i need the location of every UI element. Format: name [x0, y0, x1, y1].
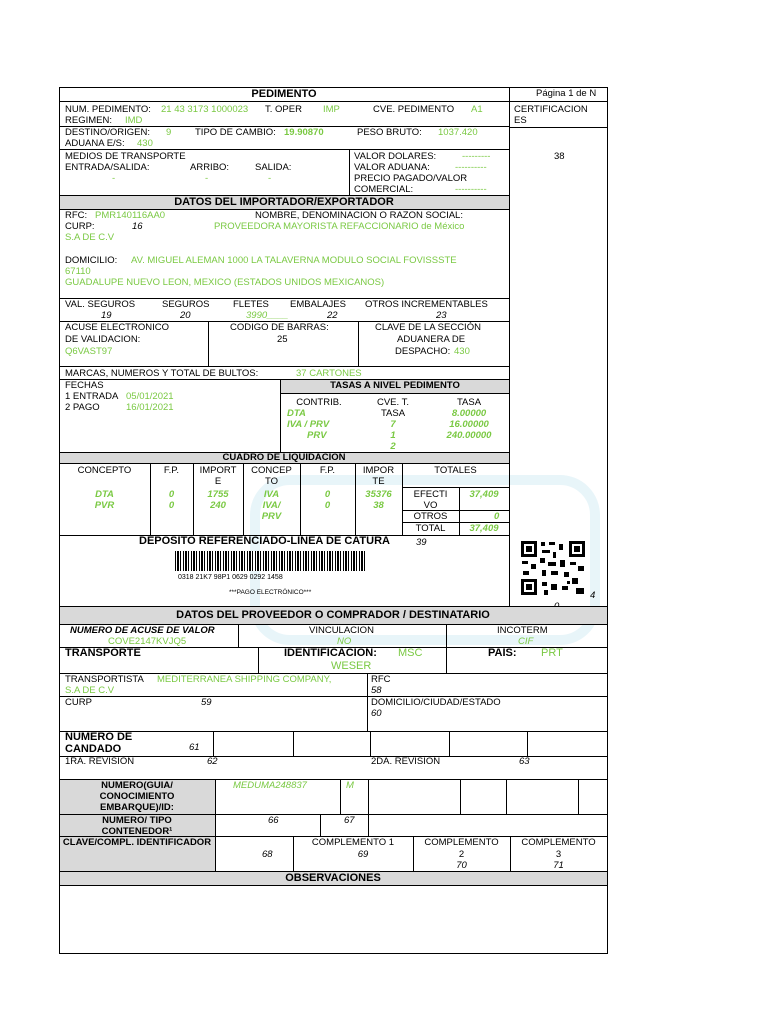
liq-concepto-0: DTA	[95, 489, 114, 500]
proveedor-title: DATOS DEL PROVEEDOR O COMPRADOR / DESTINATARIO	[176, 609, 490, 621]
clave-seccion: 430	[454, 346, 470, 357]
complemento-2-label-2: 2	[458, 849, 465, 860]
acuse-valor-label: NUMERO DE ACUSE DE VALOR	[70, 625, 215, 636]
candado-label-1: NUMERO DE	[65, 731, 133, 743]
aduana: 430	[137, 138, 153, 149]
identificacion-2: WESER	[331, 660, 372, 672]
transporte-label: TRANSPORTE	[65, 647, 141, 659]
seguros: 20	[180, 310, 191, 321]
tipo-cambio: 19.90870	[284, 127, 324, 138]
acuse-valor: COVE2147KVJQ5	[108, 636, 187, 647]
tasas-subheader: TASA	[380, 408, 406, 419]
liq-concepto-1: PVR	[94, 500, 115, 511]
liq-fp-b-1: 0	[324, 500, 331, 511]
liq-header-totales: TOTALES	[434, 465, 477, 476]
contenedor-label-1: NUMERO/ TIPO	[102, 815, 172, 826]
num-pedimento: 21 43 3173 1000023	[161, 104, 249, 115]
tasa-cve-1: 1	[390, 430, 396, 441]
complemento-3: 71	[553, 860, 564, 871]
embalajes-label: EMBALAJES	[290, 299, 346, 310]
rfc-transporte: 58	[371, 685, 382, 696]
rfc-label: RFC:	[65, 210, 88, 221]
destino: 9	[166, 127, 172, 138]
revision-1: 62	[207, 756, 218, 767]
revision-2-label: 2DA. REVISION	[371, 756, 441, 767]
val-seguros: 19	[101, 310, 112, 321]
observaciones-title: OBSERVACIONES	[285, 872, 381, 884]
aduana-label: ADUANA E/S:	[65, 138, 125, 149]
guia-label-3: EMBARQUE)/ID:	[100, 802, 174, 813]
candado: 61	[189, 742, 200, 753]
liq-header-concepto: CONCEPTO	[77, 465, 132, 476]
tasas-header-tasa: TASA	[456, 397, 482, 408]
liq-header-concepto-2: CONCEP	[251, 465, 292, 476]
marcas: 37 CARTONES	[296, 368, 362, 379]
guia-tipo: M	[346, 780, 354, 791]
destino-label: DESTINO/ORIGEN:	[65, 127, 150, 138]
entrada-salida-label: ENTRADA/SALIDA:	[65, 162, 150, 173]
liq-concepto-b-0: IVA	[263, 489, 280, 500]
peso-bruto-label: PESO BRUTO:	[357, 127, 422, 138]
liq-header-importe-b: IMPOR	[362, 465, 395, 476]
pais: PRT	[541, 647, 563, 659]
acuse-label-2: DE VALIDACION:	[65, 334, 141, 345]
comercial-label: COMERCIAL:	[354, 184, 414, 195]
salida-label: SALIDA:	[255, 162, 292, 173]
transportista-1: MEDITERRANEA SHIPPING COMPANY,	[157, 674, 332, 685]
domicilio-line-1: AV. MIGUEL ALEMAN 1000 LA TALAVERNA MODULO SOCIAL FOVISSSTE	[131, 255, 457, 266]
arribo-label: ARRIBO:	[190, 162, 230, 173]
otros-label: OTROS	[413, 511, 448, 522]
total: 37,409	[469, 523, 499, 534]
fecha-entrada: 05/01/2021	[126, 391, 174, 402]
tasa-cve-0: 7	[390, 419, 396, 430]
medios-transporte-label: MEDIOS DE TRANSPORTE	[65, 151, 186, 162]
liq-concepto-b-2: PRV	[261, 511, 282, 522]
pago-electronico: ***PAGO ELECTRÓNICO***	[229, 589, 312, 596]
efectivo: 37,409	[469, 489, 499, 500]
domicilio-transporte: 60	[371, 708, 382, 719]
qr-code	[520, 540, 586, 596]
liq-fp-1: 0	[168, 500, 175, 511]
certificacion-value: 38	[554, 151, 565, 162]
tasa-valor-0: 8.00000	[451, 408, 487, 419]
fecha-entrada-label: 1 ENTRADA	[65, 391, 119, 402]
liq-importe-b-0: 35376	[365, 489, 392, 500]
barcode-text: 0318 21K7 98P1 0629 0292 1458	[178, 574, 283, 581]
regimen: IMD	[125, 115, 143, 126]
cve-pedimento: A1	[471, 104, 483, 115]
transportista-label: TRANSPORTISTA	[65, 674, 144, 685]
curp-transporte-label: CURP	[65, 697, 92, 708]
candado-label-2: CANDADO	[65, 743, 122, 755]
codigo-barras-label: CODIGO DE BARRAS:	[230, 322, 329, 333]
clave-seccion-label-1: CLAVE DE LA SECCIÓN	[375, 322, 481, 333]
liq-header-fp-2: F.P.	[319, 465, 336, 476]
incoterm-label: INCOTERM	[497, 625, 548, 636]
barcode	[175, 551, 365, 571]
importador-title: DATOS DEL IMPORTADOR/EXPORTADOR	[174, 196, 394, 208]
deposito-title: DEPOSITO REFERENCIADO-LINEA DE CATURA	[139, 535, 390, 547]
contenedor-label-2: CONTENEDOR¹	[101, 826, 173, 837]
clave-label: CLAVE/COMPL. IDENTIFICADOR	[62, 837, 212, 848]
rfc-transporte-label: RFC	[371, 674, 391, 685]
tasa-valor-2: 240.00000	[446, 430, 492, 441]
curp: 16	[132, 221, 143, 232]
acuse-validacion: Q6VAST97	[65, 346, 113, 357]
complemento-3-label-2: 3	[555, 849, 562, 860]
vinculacion: NO	[337, 636, 352, 647]
liq-header-concepto-2b: TO	[264, 476, 279, 487]
transportista-2: S.A DE C.V	[65, 685, 115, 696]
liq-fp-b-0: 0	[324, 489, 331, 500]
qr-number-a: 4	[590, 590, 596, 601]
salida: -	[268, 173, 272, 184]
valor-dolares: ---------	[462, 151, 491, 162]
num-pedimento-label: NUM. PEDIMENTO:	[65, 104, 151, 115]
liq-importe-b-1: 38	[373, 500, 384, 511]
efectivo-label-2: VO	[423, 500, 438, 511]
identificacion-label: IDENTIFICACION:	[284, 647, 377, 659]
incoterm: CIF	[518, 636, 534, 647]
revision-1-label: 1RA. REVISION	[65, 756, 135, 767]
guia-label-2: CONOCIMIENTO	[99, 791, 175, 802]
fechas-label: FECHAS	[65, 380, 104, 391]
tasas-header-contrib: CONTRIB.	[296, 397, 342, 408]
liq-importe-0: 1755	[207, 489, 229, 500]
guia-label-1: NUMERO(GUIA/	[101, 780, 173, 791]
regimen-label: REGIMEN:	[65, 115, 112, 126]
liq-fp-0: 0	[168, 489, 175, 500]
tasas-title: TASAS A NIVEL PEDIMENTO	[330, 380, 460, 391]
certificacion-label: CERTIFICACION	[514, 104, 588, 115]
clave-seccion-label-3: DESPACHO:	[395, 346, 451, 357]
fletes: 3990____	[246, 310, 289, 321]
liq-header-importe: IMPORT	[199, 465, 237, 476]
otros-incrementables-label: OTROS INCREMENTABLES	[365, 299, 488, 310]
complemento-2-label-1: COMPLEMENTO	[424, 837, 499, 848]
liquidacion-title: CUADRO DE LIQUIDACION	[222, 452, 346, 463]
tasas-header-cve: CVE. T.	[376, 397, 410, 408]
peso-bruto: 1037.420	[438, 127, 478, 138]
vinculacion-label: VINCULACION	[309, 625, 374, 636]
t-oper-label: T. OPER	[265, 104, 302, 115]
pais-label: PAIS:	[488, 647, 517, 659]
domicilio-line-2: 67110	[65, 266, 91, 277]
otros-incrementables: 23	[436, 310, 447, 321]
t-oper: IMP	[323, 104, 340, 115]
page-title: PEDIMENTO	[251, 88, 317, 100]
identificacion-1: MSC	[398, 647, 423, 659]
deposito-num: 39	[416, 537, 427, 548]
domicilio-transporte-label: DOMICILIO/CIUDAD/ESTADO	[371, 697, 501, 708]
valor-aduana: ----------	[455, 162, 487, 173]
domicilio-label: DOMICILIO:	[65, 255, 118, 266]
curp-label: CURP:	[65, 221, 95, 232]
liq-importe-1: 240	[210, 500, 226, 511]
liq-header-importe-2: E	[214, 476, 222, 487]
complemento-1-label: COMPLEMENTO 1	[311, 837, 395, 848]
clave-valor: 68	[262, 849, 273, 860]
comercial: ----------	[455, 184, 487, 195]
guia: MEDUMA248837	[233, 780, 307, 791]
arribo: -	[205, 173, 209, 184]
liq-header-importe-b2: TE	[372, 476, 385, 487]
seguros-label: SEGUROS	[162, 299, 210, 310]
fletes-label: FLETES	[233, 299, 269, 310]
complemento-1: 69	[357, 849, 369, 860]
curp-transporte: 59	[201, 697, 212, 708]
fecha-pago-label: 2 PAGO	[65, 402, 100, 413]
revision-2: 63	[519, 756, 530, 767]
certificacion-label-2: ES	[514, 115, 527, 126]
clave-seccion-label-2: ADUANERA DE	[397, 334, 466, 345]
page-number: Página 1 de N	[536, 88, 597, 99]
fecha-pago: 16/01/2021	[126, 402, 174, 413]
contenedor-tipo: 67	[344, 815, 355, 826]
total-label: TOTAL	[415, 523, 446, 534]
domicilio-line-3: GUADALUPE NUEVO LEON, MEXICO (ESTADOS UNIDOS MEXICANOS)	[65, 277, 385, 288]
nombre-label: NOMBRE, DENOMINACION O RAZON SOCIAL:	[255, 210, 463, 221]
valor-dolares-label: VALOR DOLARES:	[354, 151, 437, 162]
complemento-3-label-1: COMPLEMENTO	[521, 837, 596, 848]
otros: 0	[494, 511, 500, 522]
efectivo-label-1: EFECTI	[413, 489, 448, 500]
tipo-cambio-label: TIPO DE CAMBIO:	[195, 127, 276, 138]
precio-pagado-label: PRECIO PAGADO/VALOR	[354, 173, 468, 184]
cve-pedimento-label: CVE. PEDIMENTO	[373, 104, 455, 115]
tasa-valor-1: 16.00000	[449, 419, 489, 430]
val-seguros-label: VAL. SEGUROS	[65, 299, 136, 310]
valor-aduana-label: VALOR ADUANA:	[354, 162, 430, 173]
rfc: PMR140116AA0	[95, 210, 166, 221]
codigo-barras: 25	[277, 334, 288, 345]
entrada-salida: -	[112, 173, 116, 184]
liq-concepto-b-1: IVA/	[262, 500, 281, 511]
acuse-label-1: ACUSE ELECTRONICO	[65, 322, 169, 333]
nombre-line-1: PROVEEDORA MAYORISTA REFACCIONARIO de México	[214, 221, 465, 232]
tasa-contrib-1: IVA / PRV	[287, 419, 330, 430]
tasa-cve-2: 2	[390, 441, 396, 452]
embalajes: 22	[327, 310, 338, 321]
complemento-2: 70	[456, 860, 467, 871]
liq-header-fp: F.P.	[163, 465, 180, 476]
marcas-label: MARCAS, NUMEROS Y TOTAL DE BULTOS:	[65, 368, 259, 379]
nombre-line-2: S.A DE C.V	[65, 232, 115, 243]
tasa-contrib-0: DTA	[287, 408, 306, 419]
tasa-contrib-2: PRV	[307, 430, 327, 441]
contenedor-num: 66	[268, 815, 279, 826]
